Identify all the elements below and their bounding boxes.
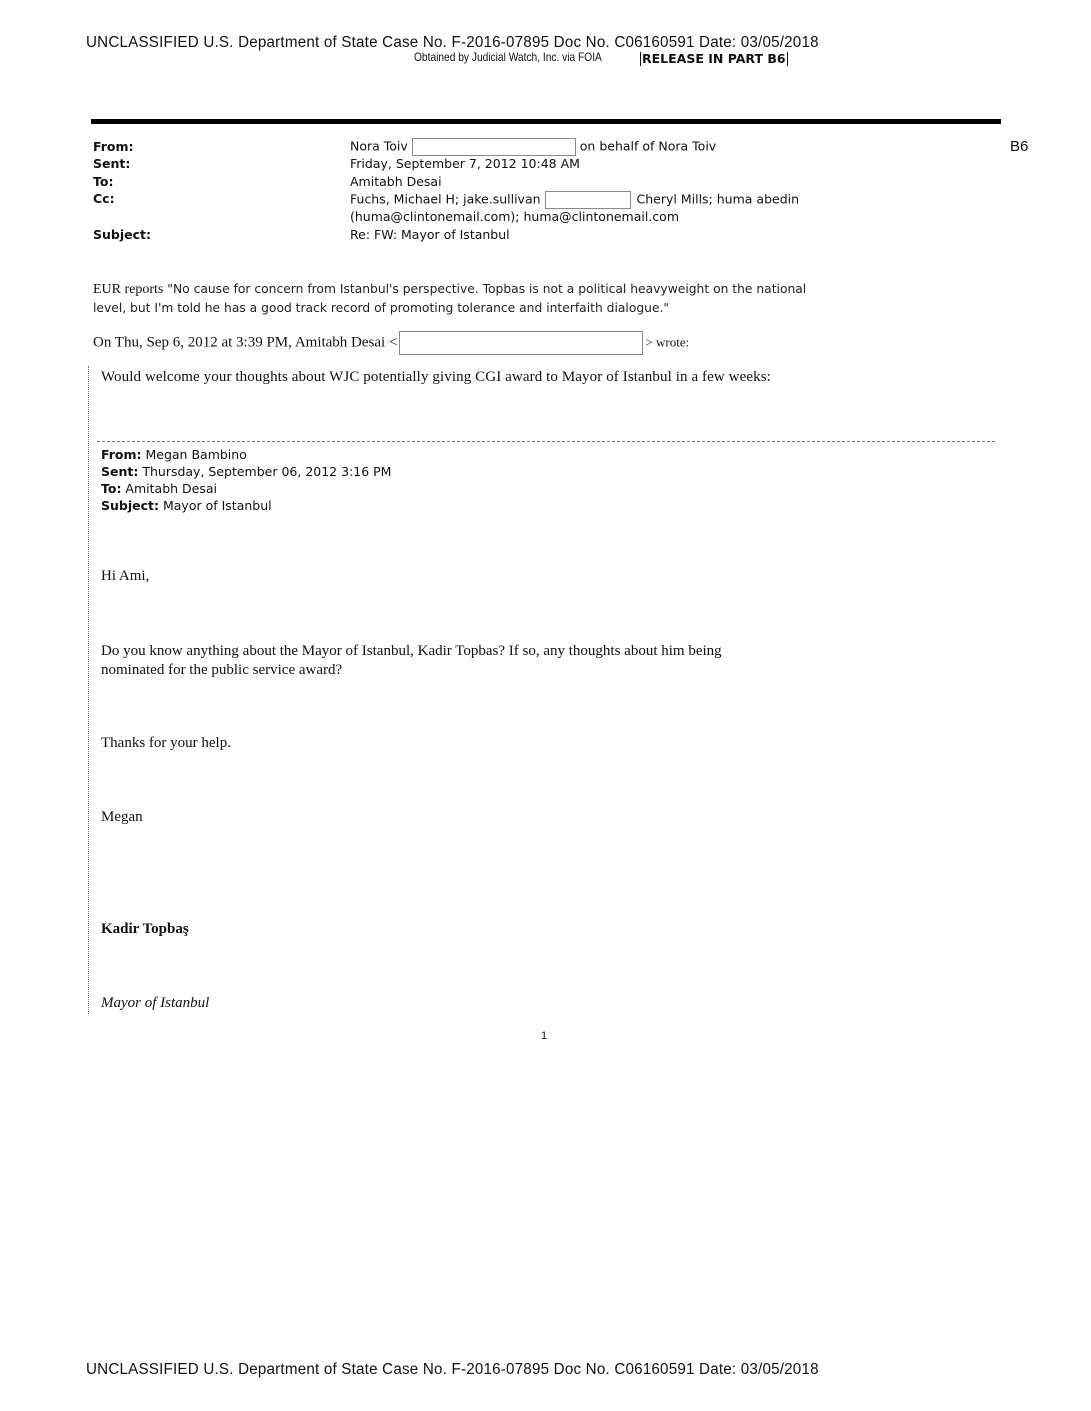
cc-value-line2: (huma@clintonemail.com); huma@clintonemail.com: [350, 209, 680, 224]
thanks: Thanks for your help.: [101, 735, 231, 751]
redaction-box: [412, 138, 576, 156]
fwd-to: [101, 480, 391, 497]
sent-value: Friday, September 7, 2012 10:48 AM: [350, 156, 580, 171]
reply-line-1: [93, 280, 993, 299]
classification-stamp-bottom: UNCLASSIFIED U.S. Department of State Case No. F-2016-07895 Doc No. C06160591 Date: 03/05/2018: [86, 1361, 819, 1378]
header-rule: [91, 119, 1001, 124]
cc-part-a: Fuchs, Michael H; jake.sullivan: [350, 191, 541, 207]
page-number: 1: [541, 1030, 548, 1042]
reply-line-2: level, but I'm told he has a good track record of promoting tolerance and interfaith dialogue.": [93, 301, 670, 315]
forward-separator: [97, 441, 995, 442]
sent-label: Sent:: [93, 156, 131, 171]
from-label: From:: [93, 139, 134, 154]
signature-name: Kadir Topbaş: [101, 921, 189, 937]
subject-label: Subject:: [93, 227, 151, 242]
fwd-sent-value: Thursday, September 06, 2012 3:16 PM: [138, 464, 392, 479]
question-line-2: nominated for the public service award?: [101, 662, 343, 678]
attribution-suffix: > wrote:: [645, 334, 690, 350]
fwd-from-value: Megan Bambino: [141, 447, 247, 462]
from-name: Nora Toiv: [350, 138, 408, 154]
subject-value: Re: FW: Mayor of Istanbul: [350, 227, 510, 242]
fwd-to-label: To:: [101, 481, 122, 496]
fwd-sent: [101, 463, 391, 480]
redaction-box: [399, 331, 643, 355]
foia-notice: Obtained by Judicial Watch, Inc. via FOIA: [414, 50, 602, 64]
exemption-code: B6: [1010, 138, 1029, 155]
greeting: Hi Ami,: [101, 568, 150, 584]
to-value: Amitabh Desai: [350, 174, 442, 189]
reply-body: [93, 280, 993, 317]
from-value: [350, 138, 716, 156]
quote-bar: [88, 366, 89, 1014]
fwd-to-value: Amitabh Desai: [121, 481, 217, 496]
question: [101, 642, 981, 680]
redaction-box: [545, 191, 631, 209]
signoff: Megan: [101, 809, 143, 825]
release-stamp: RELEASE IN PART B6: [642, 51, 786, 66]
signature-title: Mayor of Istanbul: [101, 995, 210, 1011]
fwd-subject-value: Mayor of Istanbul: [159, 498, 272, 513]
fwd-sent-label: Sent:: [101, 464, 139, 479]
quote-attribution: [93, 331, 689, 355]
attribution-prefix: On Thu, Sep 6, 2012 at 3:39 PM, Amitabh Desai <: [93, 334, 398, 351]
from-suffix: on behalf of Nora Toiv: [579, 138, 717, 154]
fwd-from-label: From:: [101, 447, 142, 462]
fwd-subject: [101, 497, 391, 514]
question-line-1: Do you know anything about the Mayor of Istanbul, Kadir Topbas? If so, any thoughts about him being: [101, 643, 722, 659]
cc-label: Cc:: [93, 191, 115, 206]
quoted-message: Would welcome your thoughts about WJC potentially giving CGI award to Mayor of Istanbul in a few weeks:: [101, 369, 771, 385]
eur-text-1: "No cause for concern from Istanbul's perspective. Topbas is not a political heavyweight on the national: [163, 282, 807, 296]
classification-stamp-top: UNCLASSIFIED U.S. Department of State Case No. F-2016-07895 Doc No. C06160591 Date: 03/05/2018: [86, 34, 819, 51]
cc-part-b: Cheryl Mills; huma abedin: [636, 191, 800, 207]
cc-value-line1: [350, 191, 799, 209]
eur-prefix: EUR reports: [93, 282, 164, 297]
to-label: To:: [93, 174, 114, 189]
fwd-from: [101, 446, 391, 463]
fwd-subject-label: Subject:: [101, 498, 159, 513]
forwarded-header: [101, 446, 391, 514]
